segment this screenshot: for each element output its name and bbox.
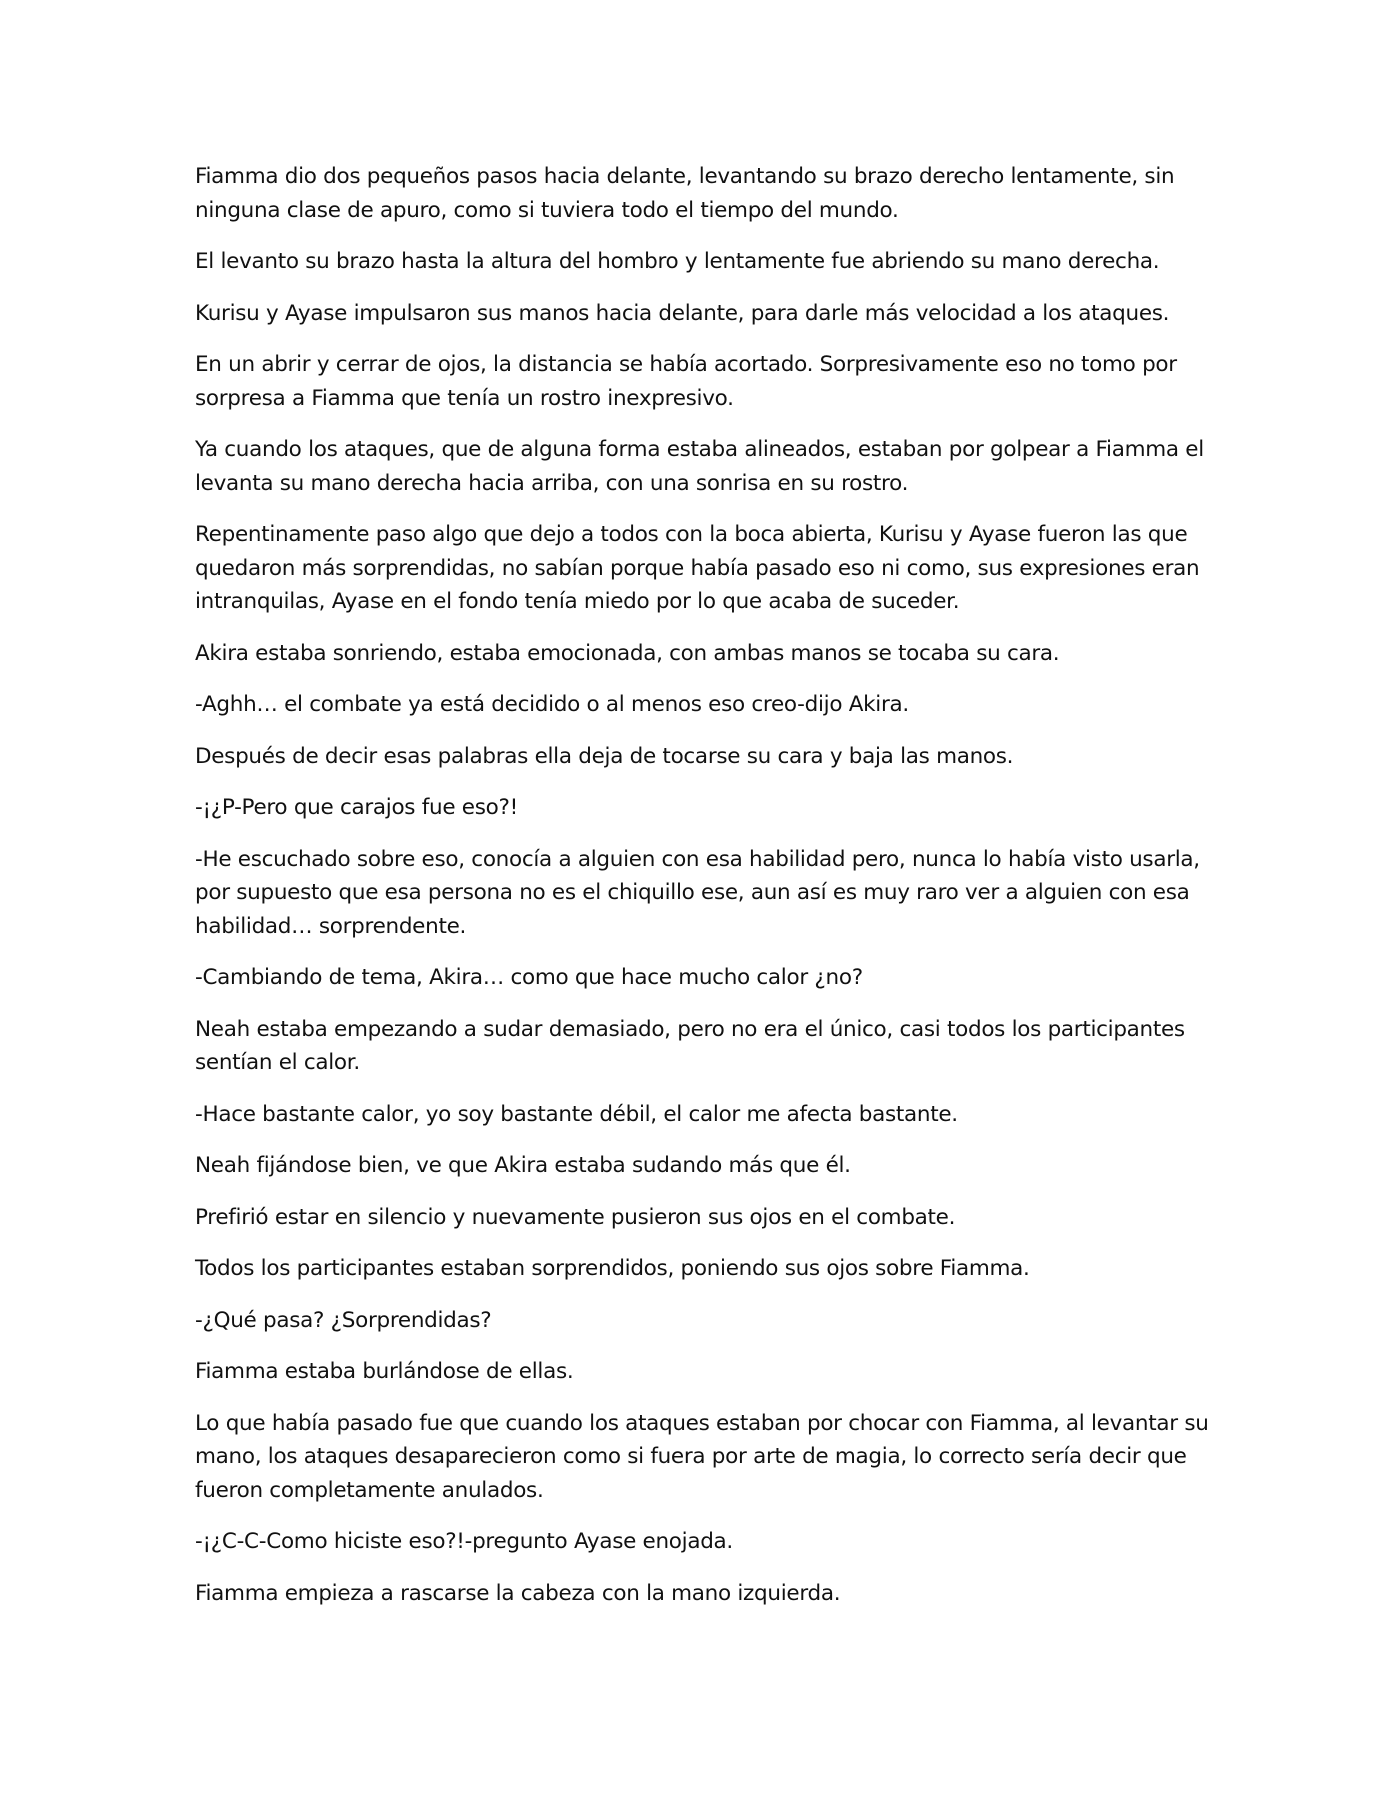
paragraph: Kurisu y Ayase impulsaron sus manos hacia delante, para darle más velocidad a los ataques. (195, 300, 1170, 326)
paragraph: -He escuchado sobre eso, conocía a alguien con esa habilidad pero, nunca lo había visto usarla, por supuesto que esa persona no es el chiquillo ese, aun así es muy raro ver a alguien con esa habilidad… sorprendente. (195, 846, 1200, 939)
paragraph: Después de decir esas palabras ella deja de tocarse su cara y baja las manos. (195, 743, 1014, 769)
paragraph: -¡¿P-Pero que carajos fue eso?! (195, 795, 518, 820)
paragraph: Akira estaba sonriendo, estaba emocionada, con ambas manos se tocaba su cara. (195, 640, 1060, 666)
paragraph: Fiamma estaba burlándose de ellas. (195, 1359, 574, 1384)
paragraph: -¡¿C-C-Como hiciste eso?!-pregunto Ayase enojada. (195, 1529, 733, 1554)
paragraph: Repentinamente paso algo que dejo a todos con la boca abierta, Kurisu y Ayase fueron las que quedaron más sorprendidas, no sabían porque había pasado eso ni como, sus expresiones eran intranquilas, Ayase en el fondo tenía miedo por lo que acaba de suceder. (195, 522, 1200, 614)
paragraph: -¿Qué pasa? ¿Sorprendidas? (195, 1307, 492, 1333)
paragraph: Fiamma empieza a rascarse la cabeza con la mano izquierda. (195, 1580, 841, 1606)
paragraph: Neah fijándose bien, ve que Akira estaba sudando más que él. (195, 1153, 851, 1178)
paragraph: Prefirió estar en silencio y nuevamente pusieron sus ojos en el combate. (195, 1204, 956, 1230)
paragraph: Fiamma dio dos pequeños pasos hacia delante, levantando su brazo derecho lentamente, sin ninguna clase de apuro, como si tuviera todo el tiempo del mundo. (195, 164, 1175, 223)
document-body (195, 160, 1225, 1628)
paragraph: El levanto su brazo hasta la altura del hombro y lentamente fue abriendo su mano derecha. (195, 249, 1160, 274)
paragraph: En un abrir y cerrar de ojos, la distancia se había acortado. Sorpresivamente eso no tomo por sorpresa a Fiamma que tenía un rostro inexpresivo. (195, 352, 1177, 411)
paragraph: -Aghh… el combate ya está decidido o al menos eso creo-dijo Akira. (195, 692, 909, 717)
paragraph: Ya cuando los ataques, que de alguna forma estaba alineados, estaban por golpear a Fiamma el levanta su mano derecha hacia arriba, con una sonrisa en su rostro. (195, 437, 1204, 496)
paragraph: Todos los participantes estaban sorprendidos, poniendo sus ojos sobre Fiamma. (195, 1256, 1030, 1281)
paragraph: -Cambiando de tema, Akira… como que hace mucho calor ¿no? (195, 965, 863, 990)
paragraph: Neah estaba empezando a sudar demasiado, pero no era el único, casi todos los participantes sentían el calor. (195, 1016, 1185, 1075)
paragraph: Lo que había pasado fue que cuando los ataques estaban por chocar con Fiamma, al levantar su mano, los ataques desaparecieron como si fuera por arte de magia, lo correcto sería decir que fueron completamente anulados. (195, 1410, 1209, 1503)
paragraph: -Hace bastante calor, yo soy bastante débil, el calor me afecta bastante. (195, 1101, 958, 1127)
